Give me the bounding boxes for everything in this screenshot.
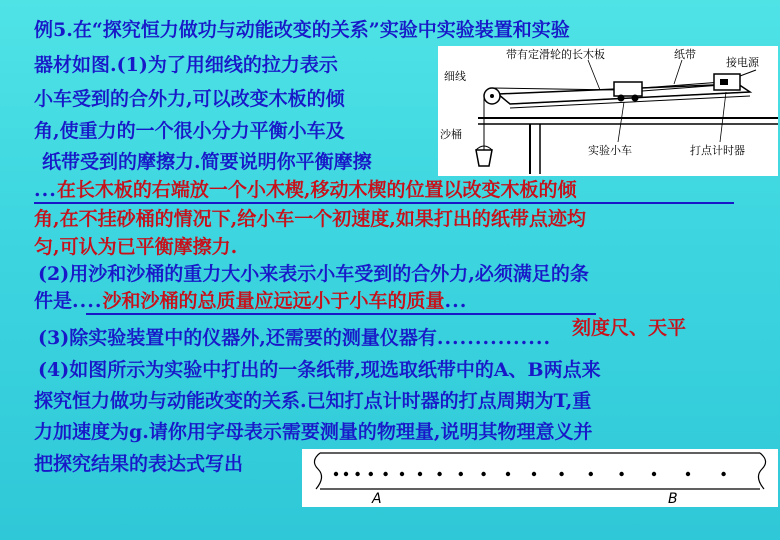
tape-dot xyxy=(652,472,656,476)
question-4-line-a: (4)如图所示为实验中打出的一条纸带,现选取纸带中的A、B两点来 xyxy=(38,359,601,381)
tape-dot xyxy=(559,472,563,476)
question-2-dots-after: ... xyxy=(444,290,468,312)
tape-dot xyxy=(459,472,463,476)
tape-dot xyxy=(400,472,404,476)
question-4-line-c: 力加速度为g.请你用字母表示需要测量的物理量,说明其物理意义并 xyxy=(34,421,593,443)
tape-dot xyxy=(721,472,725,476)
question-3-line xyxy=(38,326,550,351)
question-3-dots: .............. xyxy=(436,327,544,349)
question-3-end: . xyxy=(543,327,551,349)
label-tape: 纸带 xyxy=(674,48,696,61)
question-2-dots-before: .... xyxy=(72,290,103,312)
tape-dot xyxy=(418,472,422,476)
label-board: 带有定滑轮的长木板 xyxy=(506,48,605,61)
answer-2-underline xyxy=(86,313,596,315)
tape-dot xyxy=(437,472,441,476)
point-b-label: B xyxy=(668,491,678,507)
label-bucket: 沙桶 xyxy=(440,128,462,141)
problem-line-2: 器材如图.(1)为了用细线的拉力表示 xyxy=(34,54,338,76)
label-cart: 实验小车 xyxy=(588,144,632,157)
tape-dot xyxy=(355,472,359,476)
tape-dot xyxy=(532,472,536,476)
question-3-text: (3)除实验装置中的仪器外,还需要的测量仪器有 xyxy=(38,327,437,349)
problem-line-4: 角,使重力的一个很小分力平衡小车及 xyxy=(34,120,345,142)
question-4-line-d: 把探究结果的表达式写出 xyxy=(34,453,244,475)
label-power: 接电源 xyxy=(726,56,759,69)
tape-dot xyxy=(481,472,485,476)
paper-tape-figure xyxy=(302,449,778,507)
point-a-label: A xyxy=(372,491,382,507)
answer-1-line-b: 角,在不挂砂桶的情况下,给小车一个初速度,如果打出的纸带点迹均 xyxy=(34,208,586,230)
problem-line-3: 小车受到的合外力,可以改变木板的倾 xyxy=(34,88,345,110)
tape-dot xyxy=(383,472,387,476)
question-2-prefix: 件是 xyxy=(34,290,73,312)
tape-dot xyxy=(344,472,348,476)
tape-dot xyxy=(369,472,373,476)
tape-dot xyxy=(619,472,623,476)
label-string: 细线 xyxy=(444,70,466,83)
problem-line-5: 纸带受到的摩擦力.简要说明你平衡摩擦 xyxy=(42,151,372,173)
answer-1-text-a: 在长木板的右端放一个小木楔,移动木楔的位置以改变木板的倾 xyxy=(56,179,577,201)
tape-dot xyxy=(334,472,338,476)
answer-3-text: 刻度尺、天平 xyxy=(572,317,687,339)
question-2-line-b xyxy=(34,289,467,314)
answer-1-line-c: 匀,可认为已平衡摩擦力. xyxy=(34,236,238,258)
problem-line-1: 例5.在“探究恒力做功与动能改变的关系”实验中实验装置和实验 xyxy=(34,19,570,41)
question-2-line-a: (2)用沙和沙桶的重力大小来表示小车受到的合外力,必须满足的条 xyxy=(38,263,589,285)
tape-dots xyxy=(334,472,726,476)
question-4-line-b: 探究恒力做功与动能改变的关系.已知打点计时器的打点周期为T,重 xyxy=(34,390,592,412)
apparatus-diagram xyxy=(438,46,778,176)
tape-dot xyxy=(686,472,690,476)
tape-dot xyxy=(589,472,593,476)
answer-1-leader-dots: ... xyxy=(34,179,57,201)
tape-dot xyxy=(506,472,510,476)
answer-2-text: 沙和沙桶的总质量应远远小于小车的质量 xyxy=(102,290,445,312)
answer-1-underline xyxy=(34,202,734,204)
label-timer: 打点计时器 xyxy=(690,144,745,157)
answer-1-line-a xyxy=(34,178,576,203)
